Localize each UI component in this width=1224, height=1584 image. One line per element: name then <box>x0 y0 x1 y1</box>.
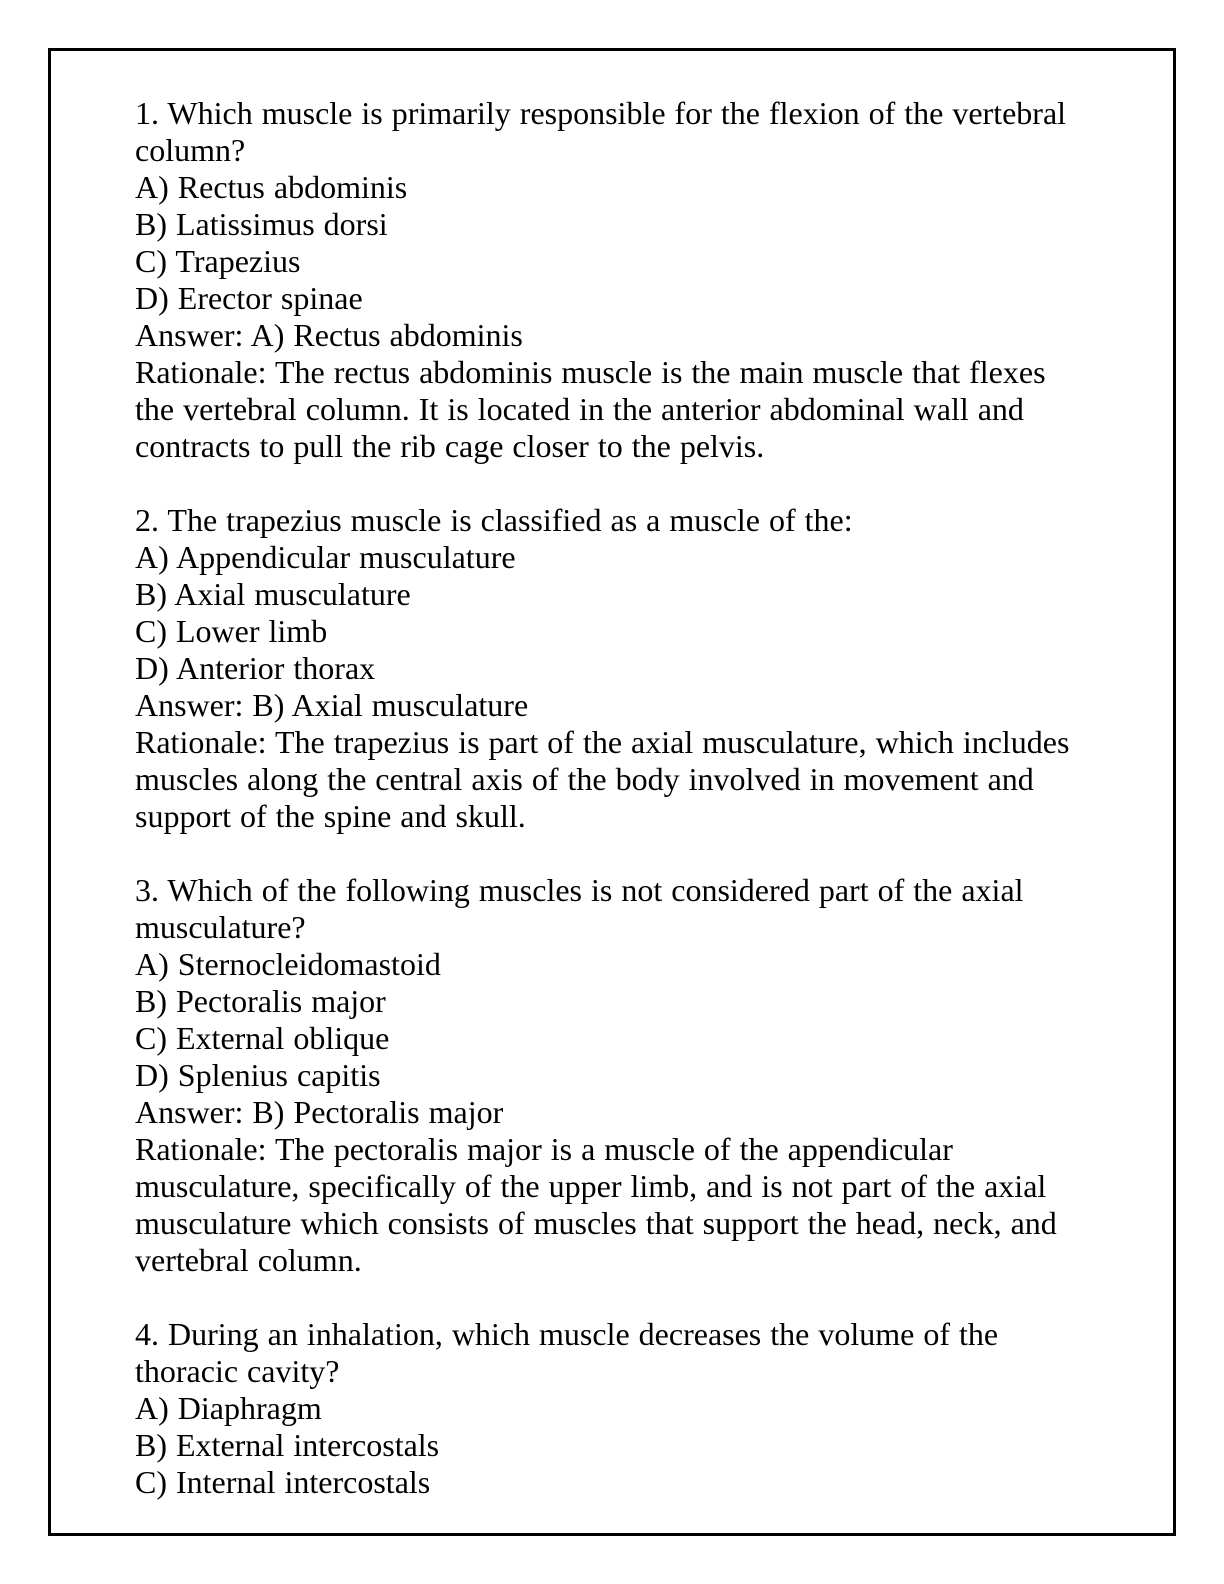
answer-option: C) Trapezius <box>135 243 301 279</box>
answer-option: A) Sternocleidomastoid <box>135 946 441 982</box>
answer-option: A) Rectus abdominis <box>135 169 408 205</box>
page-border-frame <box>48 48 1176 1536</box>
rationale-text: Rationale: The rectus abdominis muscle is the main muscle that flexes the vertebral column. It is located in the anterior abdominal wall and contracts to pull the rib cage closer to the pelvis. <box>135 354 1046 464</box>
answer-option: D) Anterior thorax <box>135 650 376 686</box>
question-block-1 <box>135 95 1083 465</box>
question-text: 2. The trapezius muscle is classified as a muscle of the: <box>135 502 853 538</box>
answer-option: B) Latissimus dorsi <box>135 206 388 242</box>
question-block-2 <box>135 502 1083 835</box>
answer-option: B) External intercostals <box>135 1427 440 1463</box>
question-text: 3. Which of the following muscles is not considered part of the axial musculature? <box>135 872 1024 945</box>
question-block-3 <box>135 872 1083 1279</box>
quiz-content <box>135 95 1083 1501</box>
answer-option: B) Axial musculature <box>135 576 411 612</box>
answer-option: D) Splenius capitis <box>135 1057 381 1093</box>
question-text: 1. Which muscle is primarily responsible for the flexion of the vertebral column? <box>135 95 1067 168</box>
answer-option: A) Diaphragm <box>135 1390 322 1426</box>
answer-line: Answer: B) Pectoralis major <box>135 1094 504 1130</box>
question-text: 4. During an inhalation, which muscle decreases the volume of the thoracic cavity? <box>135 1316 999 1389</box>
answer-option: A) Appendicular musculature <box>135 539 516 575</box>
rationale-text: Rationale: The trapezius is part of the axial musculature, which includes muscles along the central axis of the body involved in movement and support of the spine and skull. <box>135 724 1070 834</box>
answer-option: D) Erector spinae <box>135 280 363 316</box>
question-block-4 <box>135 1316 1083 1501</box>
answer-line: Answer: B) Axial musculature <box>135 687 529 723</box>
rationale-text: Rationale: The pectoralis major is a muscle of the appendicular musculature, specifically of the upper limb, and is not part of the axial musculature which consists of muscles that support the head, neck, and vertebral column. <box>135 1131 1057 1278</box>
answer-option: C) Internal intercostals <box>135 1464 431 1500</box>
answer-option: C) External oblique <box>135 1020 390 1056</box>
answer-line: Answer: A) Rectus abdominis <box>135 317 523 353</box>
answer-option: C) Lower limb <box>135 613 328 649</box>
answer-option: B) Pectoralis major <box>135 983 386 1019</box>
